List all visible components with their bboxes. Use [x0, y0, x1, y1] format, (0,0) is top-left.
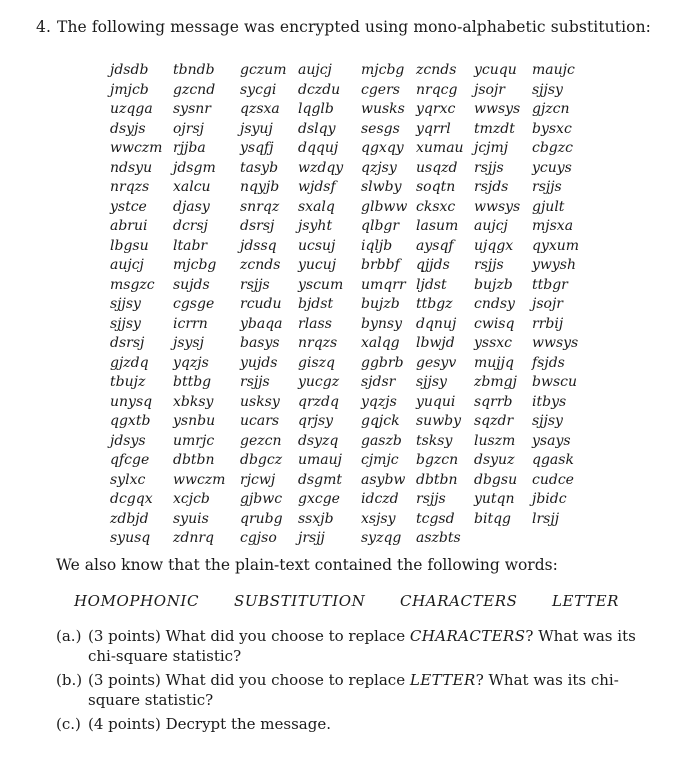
cipher-group: gqjck [361, 413, 400, 429]
cipher-group: yucgz [298, 374, 340, 390]
cipher-group: sylxc [110, 471, 146, 488]
question-text: (4 points) Decrypt the message. [88, 715, 331, 733]
cipher-group: ujqgx [474, 237, 514, 254]
cipher-group: nrqcg [416, 81, 458, 98]
cipher-group: xalcu [173, 179, 211, 195]
cipher-group: rsjjs [240, 276, 270, 293]
cipher-group: aujcj [110, 257, 144, 273]
known-word: LETTER [552, 592, 620, 610]
cipher-group: qrjsy [298, 413, 334, 429]
cipher-group: aujcj [474, 218, 508, 234]
cipher-group: uzqga [110, 101, 153, 117]
cipher-group: maujc [532, 62, 575, 78]
cipher-group: ucars [240, 413, 280, 429]
cipher-group: wzdqy [298, 159, 344, 176]
cipher-group: usqzd [416, 159, 458, 176]
question-text: ? What was its chi-square statistic? [88, 671, 619, 709]
cipher-group: nrqzs [110, 179, 150, 195]
cipher-group: cgsge [173, 296, 215, 312]
cipher-group: gjzdq [110, 354, 149, 371]
cipher-group: sqrrb [474, 393, 513, 410]
question-text: (3 points) What did you choose to replace [88, 671, 410, 689]
cipher-group: glbww [361, 198, 408, 215]
cipher-group: mjcbg [361, 62, 405, 78]
cipher-group: rjjba [173, 140, 206, 156]
cipher-group: ysqfj [240, 140, 274, 156]
known-words-intro: We also know that the plain-text contained the following words: [56, 556, 558, 574]
known-word: CHARACTERS [400, 592, 518, 610]
cipher-group: sesgs [361, 120, 400, 137]
cipher-group: dbgsu [474, 471, 518, 488]
cipher-group: suwby [416, 413, 462, 429]
cipher-group: bujzb [361, 296, 400, 312]
cipher-group: idczd [361, 491, 399, 507]
cipher-group: rcudu [240, 296, 282, 312]
cipher-group: dbgcz [240, 452, 283, 468]
cipher-group: jdssq [240, 237, 277, 254]
cipher-group: wwczm [173, 471, 226, 488]
cipher-group: cgjso [240, 530, 277, 546]
question-a [56, 626, 656, 666]
question-text: ? What was its chi-square statistic? [88, 627, 636, 665]
cipher-group: wjdsf [298, 179, 336, 195]
cipher-group: ljdst [416, 276, 447, 293]
cipher-group: aujcj [298, 62, 332, 78]
cipher-group: ttbgr [532, 276, 568, 293]
cipher-group: umqrr [361, 276, 406, 293]
cipher-group: abrui [110, 218, 148, 234]
cipher-group: ttbgz [416, 296, 453, 312]
cipher-group: mjcbg [173, 257, 217, 273]
cipher-group: gczum [240, 62, 287, 78]
cipher-group: asybw [361, 471, 406, 488]
cipher-group: sjjsy [110, 315, 141, 332]
cipher-group: syzqg [361, 530, 402, 546]
cipher-group: ycuqu [474, 62, 517, 78]
cipher-group: lbwjd [416, 335, 455, 351]
cipher-group: jcjmj [474, 140, 509, 156]
cipher-group: ycuys [532, 159, 572, 176]
cipher-group: zdnrq [173, 530, 215, 546]
cipher-group: dsyjs [110, 120, 146, 137]
cipher-group: jsojr [474, 81, 505, 98]
cipher-group: rjcwj [240, 471, 276, 488]
cipher-group: sjjsy [532, 81, 563, 98]
cipher-group: sjdsr [361, 374, 396, 390]
problem-statement [36, 18, 651, 36]
cipher-group: sjjsy [532, 413, 563, 429]
cipher-group: snrqz [240, 198, 280, 215]
cipher-group: ojrsj [173, 120, 204, 137]
cipher-group: xalqg [361, 335, 400, 351]
cipher-group: slwby [361, 179, 402, 195]
cipher-group: jdsgm [173, 159, 216, 176]
cipher-group: syuis [173, 510, 209, 527]
question-label: (a.) [56, 627, 82, 645]
cipher-group: tsksy [416, 432, 453, 449]
cipher-group: qlbgr [361, 218, 400, 234]
cipher-group: djasy [173, 198, 210, 215]
cipher-group: msgzc [110, 276, 155, 293]
cipher-group: yutqn [474, 491, 515, 507]
cipher-group: dsrsj [110, 335, 145, 351]
cipher-group: gzcnd [173, 81, 216, 98]
cipher-group: dcgqx [110, 491, 153, 507]
cipher-group: wwsys [474, 198, 521, 215]
cipher-group: dqquj [298, 140, 339, 156]
cipher-group: yssxc [474, 335, 513, 351]
known-words-list [74, 592, 619, 610]
cipher-group: yucuj [298, 257, 337, 273]
cipher-group: bttbg [173, 374, 212, 390]
ciphertext-grid [110, 61, 582, 549]
cipher-group: gesyv [416, 354, 457, 371]
cipher-group: yqzjs [173, 354, 209, 371]
cipher-group: gaszb [361, 432, 402, 449]
cipher-group: dsyzq [298, 432, 339, 449]
cipher-group: sjjsy [110, 296, 141, 312]
cipher-group: tbujz [110, 374, 146, 390]
cipher-group: jdsys [110, 432, 146, 449]
cipher-group: xbksy [173, 393, 214, 410]
cipher-group: bjdst [298, 296, 334, 312]
cipher-group: jsysj [173, 335, 204, 351]
cipher-group: rsjjs [474, 257, 504, 273]
cipher-group: luszm [474, 432, 516, 449]
cipher-group: sjjsy [416, 374, 447, 390]
cipher-group: wwczm [110, 140, 163, 156]
cipher-group: rsjjs [532, 179, 562, 195]
cipher-group: zbmgj [474, 374, 517, 390]
cipher-group: mjsxa [532, 218, 574, 234]
cipher-group: bitqg [474, 510, 511, 527]
cipher-group: sujds [173, 276, 210, 293]
cipher-group: sysnr [173, 101, 211, 117]
cipher-group: yscum [298, 276, 344, 293]
cipher-group: cndsy [474, 296, 515, 312]
cipher-group: sycgi [240, 81, 277, 98]
cipher-group: basys [240, 335, 280, 351]
cipher-group: lbgsu [110, 237, 149, 254]
cipher-group: ysays [532, 432, 571, 449]
cipher-group: bysxc [532, 120, 572, 137]
cipher-group: cgers [361, 81, 400, 98]
cipher-group: yqrxc [416, 101, 456, 117]
question-label: (b.) [56, 671, 83, 689]
cipher-group: gjult [532, 198, 565, 215]
cipher-group: ucsuj [298, 237, 336, 254]
cipher-group: ystce [110, 198, 147, 215]
cipher-group: tasyb [240, 159, 279, 176]
cipher-group: dsgmt [298, 471, 343, 488]
cipher-group: xsjsy [361, 510, 396, 527]
cipher-group: sxalq [298, 198, 335, 215]
cipher-group: dbtbn [173, 452, 215, 468]
cipher-group: unysq [110, 393, 153, 410]
cipher-group: wwsys [474, 101, 521, 117]
cipher-group: cwisq [474, 315, 515, 332]
cipher-group: aszbts [416, 530, 461, 546]
cipher-group: rsjjs [474, 159, 504, 176]
cipher-group: rsjjs [240, 374, 270, 390]
question-list [56, 626, 656, 738]
cipher-group: dczdu [298, 81, 341, 98]
cipher-group: lqglb [298, 101, 334, 117]
cipher-group: jdsdb [110, 62, 149, 78]
cipher-group: umauj [298, 452, 342, 468]
cipher-group: ysnbu [173, 413, 216, 429]
cipher-group: tcgsd [416, 510, 455, 527]
cipher-group: fsjds [532, 354, 565, 371]
cipher-group: yqzjs [361, 393, 397, 410]
question-word: CHARACTERS [409, 627, 526, 645]
cipher-group: soqtn [416, 179, 456, 195]
cipher-group: qfcge [110, 452, 150, 468]
cipher-group: iqljb [361, 237, 393, 254]
cipher-group: qgask [532, 452, 574, 468]
cipher-group: usksy [240, 393, 280, 410]
cipher-group: wwsys [532, 335, 579, 351]
cipher-group: dqnuj [416, 315, 457, 332]
cipher-group: bynsy [361, 315, 402, 332]
cipher-group: itbys [532, 393, 567, 410]
cipher-group: cksxc [416, 198, 456, 215]
question-word: LETTER [409, 671, 476, 689]
cipher-group: qgxtb [110, 413, 151, 429]
cipher-group: rsjds [474, 179, 509, 195]
cipher-group: qjjds [416, 257, 450, 273]
cipher-group: dbtbn [416, 471, 458, 488]
cipher-group: qzsxa [240, 101, 280, 117]
cipher-group: ywysh [532, 257, 577, 273]
cipher-group: ltabr [173, 237, 208, 254]
cipher-group: tbndb [173, 62, 215, 78]
cipher-group: jsyuj [240, 120, 273, 137]
known-word: SUBSTITUTION [234, 592, 366, 610]
cipher-group: xumau [416, 140, 464, 156]
cipher-group: dsrsj [240, 218, 275, 234]
cipher-group: rrbij [532, 315, 564, 332]
cipher-group: yqrrl [416, 120, 451, 137]
cipher-group: wusks [361, 101, 405, 117]
cipher-group: zcnds [416, 62, 457, 78]
cipher-group: yujds [240, 354, 278, 371]
cipher-group: dslqy [298, 120, 336, 137]
cipher-group: xcjcb [173, 491, 210, 507]
cipher-group: jsojr [532, 296, 563, 312]
cipher-group: qrubg [240, 510, 283, 527]
cipher-group: qyxum [532, 237, 580, 254]
cipher-group: qgxqy [361, 140, 404, 156]
cipher-group: gjzcn [532, 101, 570, 117]
cipher-group: jbidc [532, 491, 567, 507]
cipher-group: rsjjs [416, 491, 446, 507]
cipher-group: bwscu [532, 374, 577, 390]
cipher-group: cudce [532, 471, 574, 488]
cipher-group: yuqui [416, 393, 456, 410]
cipher-group: sqzdr [474, 413, 514, 429]
cipher-group: aysqf [416, 237, 454, 254]
cipher-group: jsyht [298, 218, 333, 234]
question-label: (c.) [56, 715, 81, 733]
cipher-group: giszq [298, 354, 335, 371]
cipher-group: umrjc [173, 432, 215, 449]
cipher-group: cjmjc [361, 452, 399, 468]
cipher-group: syusq [110, 530, 151, 546]
cipher-group: brbbf [361, 257, 400, 273]
cipher-group: nrqzs [298, 335, 338, 351]
cipher-group: zdbjd [110, 510, 149, 527]
cipher-group: jmjcb [110, 81, 149, 98]
question-text: (3 points) What did you choose to replace [88, 627, 410, 645]
cipher-group: rlass [298, 315, 332, 332]
cipher-group: lasum [416, 218, 459, 234]
cipher-group: qzjsy [361, 159, 397, 176]
cipher-group: gxcge [298, 491, 340, 507]
cipher-group: bgzcn [416, 452, 459, 468]
cipher-group: ndsyu [110, 159, 153, 176]
cipher-group: lrsjj [532, 510, 560, 527]
cipher-group: zcnds [240, 257, 281, 273]
known-word: HOMOPHONIC [74, 592, 200, 610]
cipher-group: jrsjj [298, 530, 325, 546]
cipher-group: ssxjb [298, 510, 334, 527]
cipher-group: icrrn [173, 315, 208, 332]
cipher-group: ybaqa [240, 315, 283, 332]
problem-text: The following message was encrypted using mono-alphabetic substitution: [57, 18, 651, 36]
cipher-group: dcrsj [173, 218, 209, 234]
cipher-group: cbgzc [532, 140, 573, 156]
problem-number: 4. [36, 18, 51, 36]
cipher-group: ggbrb [361, 354, 404, 371]
cipher-group: tmzdt [474, 120, 515, 137]
cipher-group: bujzb [474, 276, 513, 293]
question-b [56, 670, 656, 710]
cipher-group: gezcn [240, 432, 282, 449]
question-c [56, 714, 656, 734]
cipher-group: dsyuz [474, 452, 515, 468]
cipher-group: mujjq [474, 354, 514, 371]
cipher-group: nqyjb [240, 179, 280, 195]
cipher-group: qrzdq [298, 393, 339, 410]
cipher-group: gjbwc [240, 491, 283, 507]
